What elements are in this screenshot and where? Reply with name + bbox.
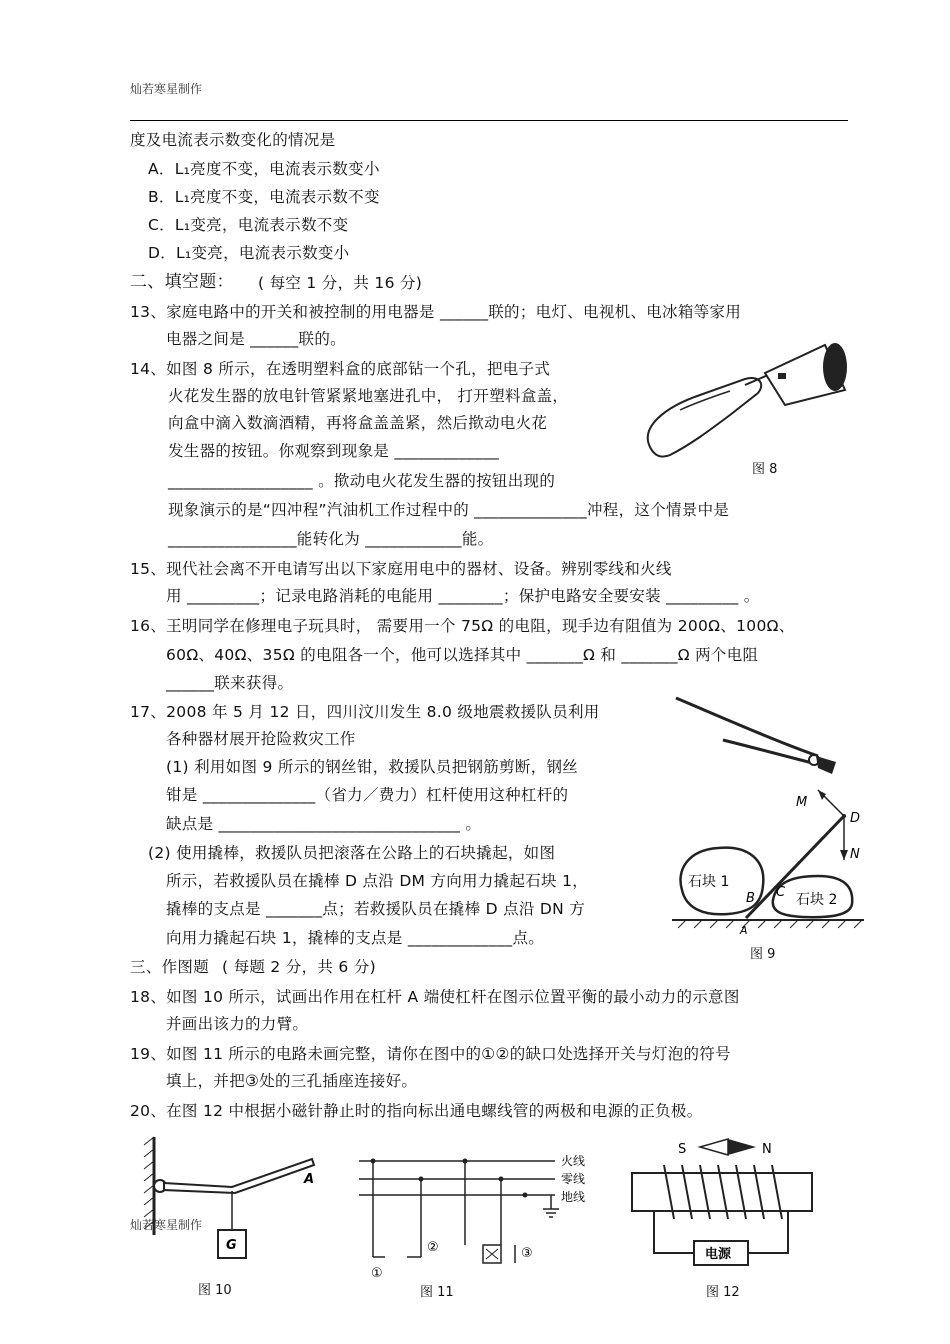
marker-2: ② bbox=[427, 1240, 439, 1255]
weight-g-label: G bbox=[226, 1238, 237, 1253]
power-source-label: 电源 bbox=[705, 1247, 732, 1262]
label-c: C bbox=[776, 885, 786, 900]
label-b: B bbox=[746, 891, 755, 906]
section2-title: 二、填空题： bbox=[130, 272, 234, 292]
footer-watermark: 灿若寒星制作 bbox=[130, 1218, 203, 1232]
q15-line2: 用 _________；记录电路消耗的电能用 ________；保护电路安全要安装 _________ 。 bbox=[166, 587, 760, 605]
q16-line3: ______联来获得。 bbox=[166, 674, 294, 692]
option-b: B．L₁亮度不变，电流表示数不变 bbox=[148, 188, 380, 206]
q17-line8: 撬棒的支点是 _______点；若救援队员在撬棒 D 点沿 DN 方 bbox=[166, 900, 586, 918]
prev-question-tail: 度及电流表示数变化的情况是 bbox=[130, 131, 336, 149]
option-d: D．L₁变亮，电流表示数变小 bbox=[148, 244, 350, 262]
figure-9-pliers-crowbar bbox=[668, 690, 868, 940]
figure-11-caption: 图 11 bbox=[420, 1285, 454, 1300]
q14-line4: 发生器的按钮。你观察到现象是 _____________ bbox=[168, 442, 500, 460]
q18-line1: 18、如图 10 所示，试画出作用在杠杆 A 端使杠杆在图示位置平衡的最小动力的示意图 bbox=[130, 988, 740, 1006]
fire-wire-label: 火线 bbox=[561, 1154, 586, 1168]
q17-line5: 缺点是 ______________________________ 。 bbox=[166, 815, 482, 833]
q14-line2: 火花发生器的放电针管紧紧地塞进孔中， 打开塑料盒盖， bbox=[168, 387, 569, 405]
zero-wire-label: 零线 bbox=[561, 1172, 586, 1186]
option-a: A．L₁亮度不变，电流表示数变小 bbox=[148, 160, 380, 178]
q16-line1: 16、王明同学在修理电子玩具时， 需要用一个 75Ω 的电阻，现手边有阻值为 200Ω、100Ω、 bbox=[130, 617, 795, 635]
figure-11-circuit bbox=[355, 1145, 605, 1280]
q15-line1: 15、现代社会离不开电请写出以下家庭用电中的器材、设备。辨别零线和火线 bbox=[130, 560, 672, 578]
q13-line2: 电器之间是 ______联的。 bbox=[166, 330, 346, 348]
option-c: C．L₁变亮，电流表示数不变 bbox=[148, 216, 349, 234]
q18-line2: 并画出该力的力臂。 bbox=[166, 1015, 309, 1033]
q14-line5: __________________ 。揿动电火花发生器的按钮出现的 bbox=[168, 472, 556, 490]
header-rule bbox=[130, 120, 848, 121]
q19-line2: 填上，并把③处的三孔插座连接好。 bbox=[166, 1072, 418, 1090]
marker-3: ③ bbox=[521, 1246, 533, 1261]
q14-line6: 现象演示的是“四冲程”汽油机工作过程中的 ______________冲程，这个情景中是 bbox=[168, 501, 730, 519]
q17-line7: 所示，若救援队员在撬棒 D 点沿 DM 方向用力撬起石块 1， bbox=[166, 872, 589, 890]
q16-line2: 60Ω、40Ω、35Ω 的电阻各一个，他可以选择其中 _______Ω 和 _______Ω 两个电阻 bbox=[166, 646, 759, 664]
q17-line6: (2) 使用撬棒，救援队员把滚落在公路上的石块撬起，如图 bbox=[148, 844, 556, 862]
q14-line1: 14、如图 8 所示，在透明塑料盒的底部钻一个孔，把电子式 bbox=[130, 360, 551, 378]
label-n: N bbox=[850, 847, 860, 862]
rock2-label: 石块 2 bbox=[796, 892, 838, 908]
marker-1: ① bbox=[371, 1266, 383, 1281]
compass-n-label: N bbox=[762, 1142, 772, 1157]
q20-line1: 20、在图 12 中根据小磁针静止时的指向标出通电螺线管的两极和电源的正负极。 bbox=[130, 1102, 703, 1120]
compass-s-label: S bbox=[678, 1142, 687, 1157]
figure-10-caption: 图 10 bbox=[198, 1283, 232, 1298]
label-a: A bbox=[740, 924, 748, 937]
section3-title: 三、作图题 bbox=[130, 958, 210, 976]
section3-note: ( 每题 2 分，共 6 分) bbox=[222, 958, 376, 976]
rock1-label: 石块 1 bbox=[688, 874, 730, 890]
q14-line7: ________________能转化为 ____________能。 bbox=[168, 530, 494, 548]
q17-line4: 钳是 ______________（省力／费力）杠杆使用这种杠杆的 bbox=[166, 786, 569, 804]
label-m: M bbox=[796, 795, 808, 810]
figure-8-caption: 图 8 bbox=[752, 462, 778, 477]
q17-line3: (1) 利用如图 9 所示的钢丝钳，救援队员把钢筋剪断，钢丝 bbox=[166, 758, 579, 776]
figure-12-caption: 图 12 bbox=[706, 1285, 740, 1300]
figure-8-spark-generator bbox=[640, 335, 860, 475]
header-watermark: 灿若寒星制作 bbox=[130, 82, 203, 96]
label-d: D bbox=[850, 811, 861, 826]
q17-line9: 向用力撬起石块 1，撬棒的支点是 _____________点。 bbox=[166, 929, 545, 947]
figure-12-solenoid bbox=[628, 1135, 818, 1270]
ground-wire-label: 地线 bbox=[561, 1190, 586, 1204]
figure-9-caption: 图 9 bbox=[750, 947, 776, 962]
q19-line1: 19、如图 11 所示的电路未画完整，请你在图中的①②的缺口处选择开关与灯泡的符号 bbox=[130, 1045, 731, 1063]
q14-line3: 向盒中滴入数滴酒精，再将盒盖盖紧，然后揿动电火花 bbox=[168, 414, 548, 432]
section2-note: ( 每空 1 分，共 16 分) bbox=[258, 274, 423, 292]
q17-line1: 17、2008 年 5 月 12 日，四川汶川发生 8.0 级地震救援队员利用 bbox=[130, 703, 600, 721]
figure-10-lever bbox=[140, 1135, 330, 1275]
lever-a-label: A bbox=[304, 1172, 315, 1187]
q17-line2: 各种器材展开抢险救灾工作 bbox=[166, 730, 356, 748]
q13-line1: 13、家庭电路中的开关和被控制的用电器是 ______联的；电灯、电视机、电冰箱等家用 bbox=[130, 303, 742, 321]
